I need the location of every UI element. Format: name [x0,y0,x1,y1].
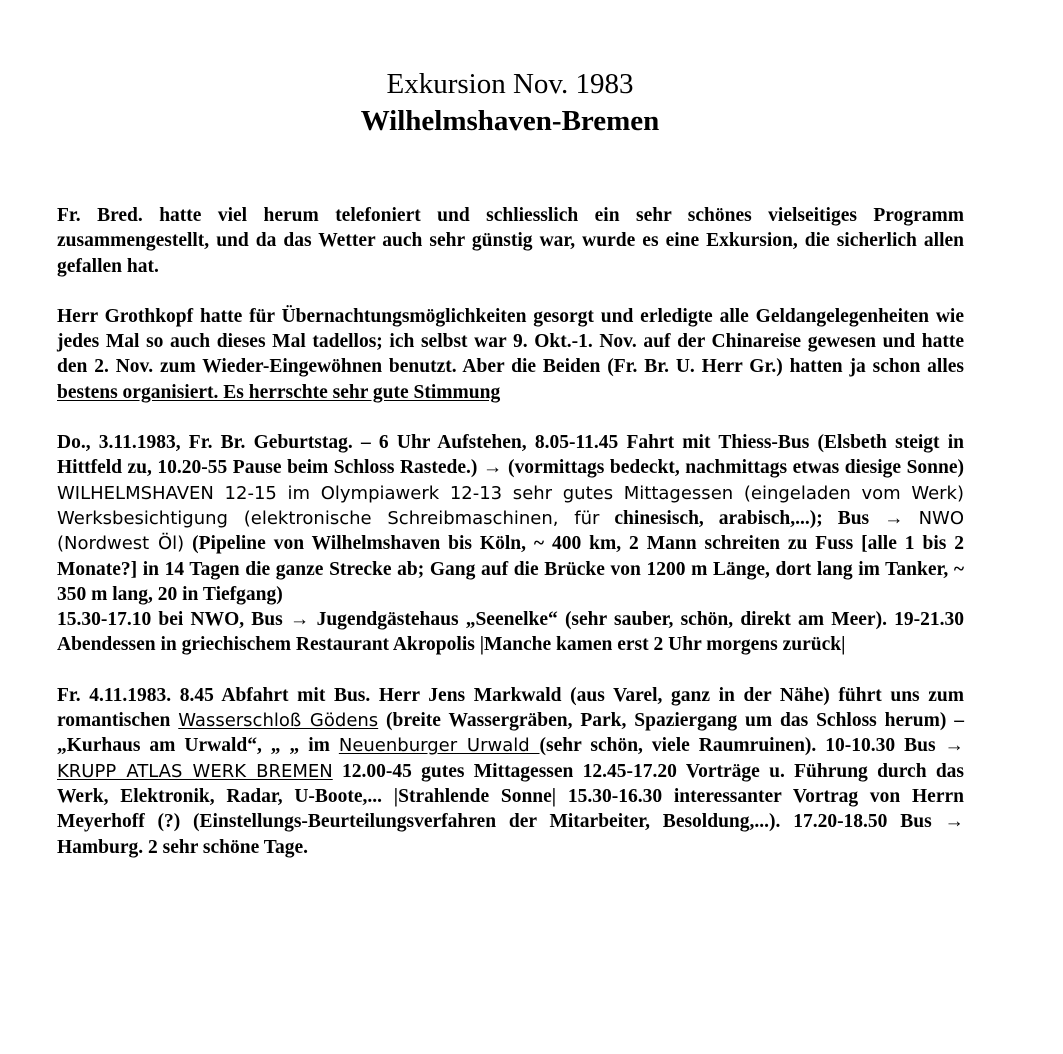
day-one-pipeline: (Pipeline von Wilhelmshaven bis Köln, ~ 400 km, 2 Mann schreiten zu Fuss [alle 1 bis 2 Monate?] in 14 Tagen die ganze Strecke ab; Gang auf die Brücke von 1200 m Länge, dort lang im Tanker, ~ 350 m lang, 20 in Tiefgang) [57,533,965,605]
krupp-underlined-text: KRUPP ATLAS WERK BREMEN [57,760,333,782]
document-subtitle: Wilhelmshaven-Bremen [360,105,660,137]
paragraph-day-one [57,430,964,607]
paragraph-program-text: Fr. Bred. hatte viel herum telefoniert und schliesslich ein sehr schönes vielseitiges Programm zusammengestellt, und da das Wetter auch sehr günstig war, wurde es eine Exkursion, die sicherlich allen gefallen hat. [57,205,964,277]
paragraph-organisation [57,304,964,405]
day-one-nwo: NWO (Nordwest Öl) [57,507,964,555]
wasserschloss-link-text: Wasserschloß Gödens [178,710,379,732]
urwald-underlined-text: Neuenburger Urwald [338,735,540,757]
document-body [57,203,964,860]
day-two-kurhaus: (breite Wassergräben, Park, Spaziergang um das Schloss herum) – „Kurhaus am Urwald“, „ „ im [57,710,964,757]
day-one-intro: Do., 3.11.1983, Fr. Br. Geburtstag. – 6 Uhr Aufstehen, 8.05-11.45 Fahrt mit Thiess-Bus (Elsbeth steigt in Hittfeld zu, 10.20-55 Pause beim Schloss Rastede.) → (vormittags bedeckt, nachmittags etwas diesige Sonne) [57,432,964,479]
day-two-intro: Fr. 4.11.1983. 8.45 Abfahrt mit Bus. Herr Jens Markwald (aus Varel, ganz in der Nähe) führt uns zum romantischen [57,684,964,732]
document-title: Exkursion Nov. 1983 [386,68,634,100]
day-one-evening-text: 15.30-17.10 bei NWO, Bus → Jugendgästehaus „Seenelke“ (sehr sauber, schön, direkt am Meer). 19-21.30 Abendessen in griechischem Restaurant Akropolis |Manche kamen erst 2 Uhr morgens zurück| [57,609,964,656]
paragraph-day-two [57,683,964,860]
paragraph-day-one-evening [57,607,964,658]
underlined-mood-text: bestens organisiert. Es herrschte sehr gute Stimmung [57,381,501,403]
day-two-bus: (sehr schön, viele Raumruinen). 10-10.30 Bus → [539,735,964,757]
paragraph-organisation-text: Herr Grothkopf hatte für Übernachtungsmöglichkeiten gesorgt und erledigte alle Geldangelegenheiten wie jedes Mal so auch dieses Mal tadellos; ich selbst war 9. Okt.-1. Nov. auf der Chinareise gewesen und hatte den 2. Nov. zum Wieder-Eingewöhnen benutzt. Aber die Beiden (Fr. Br. U. Herr Gr.) hatten ja schon alles [57,305,964,378]
day-one-wilhelmshaven: WILHELMSHAVEN 12-15 im Olympiawerk 12-13 sehr gutes Mittagessen (eingeladen vom Werk) Werksbesichtigung (elektronische Schreibmaschinen, für [57,482,964,529]
day-one-bus: chinesisch, arabisch,...); Bus → [599,507,919,529]
day-two-rest: 12.00-45 gutes Mittagessen 12.45-17.20 Vorträge u. Führung durch das Werk, Elektronik, Radar, U-Boote,... |Strahlende Sonne| 15.30-16.30 interessanter Vortrag von Herrn Meyerhoff (?) (Einstellungs-Beurteilungsverfahren der Mitarbeiter, Besoldung,...). 17.20-18.50 Bus → Hamburg. 2 sehr schöne Tage. [57,760,965,858]
paragraph-program [57,203,964,279]
